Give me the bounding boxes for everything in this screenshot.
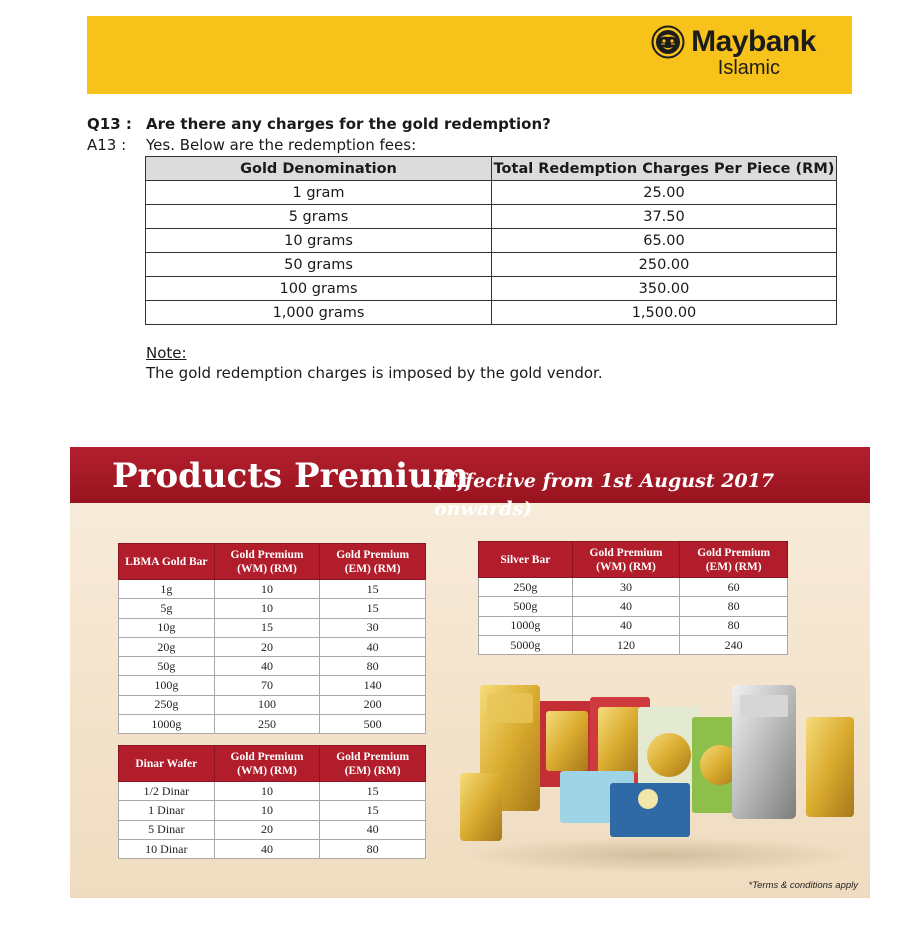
table-row — [119, 580, 426, 599]
column-header: Dinar Wafer — [119, 746, 215, 782]
denomination-cell: 1 gram — [146, 181, 492, 205]
answer-text: Yes. Below are the redemption fees: — [146, 136, 417, 154]
column-header: Gold Premium (WM) (RM) — [214, 544, 320, 580]
column-header: Total Redemption Charges Per Piece (RM) — [492, 157, 837, 181]
charge-cell: 25.00 — [492, 181, 837, 205]
table-row — [146, 181, 837, 205]
table-row — [479, 578, 788, 597]
column-header: Gold Premium (EM) (RM) — [680, 542, 788, 578]
table-row — [146, 229, 837, 253]
note-block — [146, 343, 603, 383]
product-cell: 100g — [119, 676, 215, 695]
product-cell: 1000g — [479, 616, 573, 635]
em-cell: 500 — [320, 715, 426, 734]
em-cell: 15 — [320, 580, 426, 599]
table-row — [119, 695, 426, 714]
table-row — [119, 618, 426, 637]
wm-cell: 250 — [214, 715, 320, 734]
product-cell: 50g — [119, 657, 215, 676]
em-cell: 15 — [320, 801, 426, 820]
denomination-cell: 10 grams — [146, 229, 492, 253]
wm-cell: 70 — [214, 676, 320, 695]
em-cell: 80 — [680, 616, 788, 635]
charge-cell: 1,500.00 — [492, 301, 837, 325]
table-row — [146, 205, 837, 229]
terms-note: *Terms & conditions apply — [748, 880, 858, 891]
table-header-row — [119, 746, 426, 782]
question-tag: Q13 : — [87, 115, 132, 133]
lbma-gold-bar-table — [118, 543, 426, 734]
wm-cell: 40 — [572, 597, 680, 616]
wm-cell: 120 — [572, 635, 680, 654]
em-cell: 80 — [320, 657, 426, 676]
product-cell: 1 Dinar — [119, 801, 215, 820]
em-cell: 30 — [320, 618, 426, 637]
table-row — [479, 616, 788, 635]
product-cell: 10g — [119, 618, 215, 637]
wm-cell: 20 — [214, 820, 320, 839]
product-cell: 10 Dinar — [119, 839, 215, 858]
dinar-wafer-table — [118, 745, 426, 859]
column-header: Gold Premium (WM) (RM) — [572, 542, 680, 578]
wm-cell: 10 — [214, 782, 320, 801]
wm-cell: 10 — [214, 580, 320, 599]
answer-tag: A13 : — [87, 136, 127, 154]
table-header-row — [479, 542, 788, 578]
denomination-cell: 1,000 grams — [146, 301, 492, 325]
em-cell: 200 — [320, 695, 426, 714]
product-cell: 5g — [119, 599, 215, 618]
products-premium-panel — [70, 447, 870, 898]
table-row — [119, 657, 426, 676]
charge-cell: 65.00 — [492, 229, 837, 253]
table-row — [119, 820, 426, 839]
table-row — [146, 301, 837, 325]
charge-cell: 37.50 — [492, 205, 837, 229]
product-cell: 5 Dinar — [119, 820, 215, 839]
maybank-logo — [651, 24, 816, 78]
table-header-row — [146, 157, 837, 181]
em-cell: 15 — [320, 782, 426, 801]
em-cell: 140 — [320, 676, 426, 695]
table-row — [119, 637, 426, 656]
wm-cell: 10 — [214, 599, 320, 618]
gold-silver-products-illustration — [460, 677, 862, 877]
wm-cell: 10 — [214, 801, 320, 820]
brand-subtitle: Islamic — [717, 57, 780, 79]
denomination-cell: 50 grams — [146, 253, 492, 277]
note-title: Note: — [146, 344, 187, 362]
table-row — [479, 597, 788, 616]
question-text: Are there any charges for the gold redemption? — [146, 115, 551, 133]
em-cell: 15 — [320, 599, 426, 618]
table-row — [146, 277, 837, 301]
denomination-cell: 100 grams — [146, 277, 492, 301]
wm-cell: 20 — [214, 637, 320, 656]
em-cell: 40 — [320, 637, 426, 656]
wm-cell: 40 — [214, 839, 320, 858]
em-cell: 60 — [680, 578, 788, 597]
table-row — [146, 253, 837, 277]
brand-name: Maybank — [691, 25, 816, 58]
column-header: Gold Premium (EM) (RM) — [320, 746, 426, 782]
faq-block — [87, 114, 551, 156]
premium-header-bar — [70, 447, 870, 520]
em-cell: 240 — [680, 635, 788, 654]
table-row — [119, 676, 426, 695]
premium-subtitle: (Effective from 1st August 2017 onwards) — [434, 470, 775, 520]
column-header: Gold Denomination — [146, 157, 492, 181]
tiger-head-icon — [651, 25, 685, 59]
silver-bar-table — [478, 541, 788, 655]
product-cell: 5000g — [479, 635, 573, 654]
em-cell: 80 — [680, 597, 788, 616]
table-row — [119, 839, 426, 858]
charge-cell: 250.00 — [492, 253, 837, 277]
table-row — [119, 599, 426, 618]
column-header: Gold Premium (EM) (RM) — [320, 544, 426, 580]
column-header: Gold Premium (WM) (RM) — [214, 746, 320, 782]
header-banner — [87, 16, 852, 94]
wm-cell: 40 — [214, 657, 320, 676]
wm-cell: 100 — [214, 695, 320, 714]
wm-cell: 30 — [572, 578, 680, 597]
em-cell: 40 — [320, 820, 426, 839]
product-cell: 1g — [119, 580, 215, 599]
product-cell: 250g — [479, 578, 573, 597]
product-cell: 1000g — [119, 715, 215, 734]
column-header: Silver Bar — [479, 542, 573, 578]
table-row — [119, 715, 426, 734]
table-row — [119, 782, 426, 801]
denomination-cell: 5 grams — [146, 205, 492, 229]
wm-cell: 40 — [572, 616, 680, 635]
wm-cell: 15 — [214, 618, 320, 637]
note-text: The gold redemption charges is imposed by the gold vendor. — [146, 364, 603, 382]
table-header-row — [119, 544, 426, 580]
charge-cell: 350.00 — [492, 277, 837, 301]
em-cell: 80 — [320, 839, 426, 858]
product-cell: 500g — [479, 597, 573, 616]
redemption-fees-table — [145, 156, 837, 325]
table-row — [479, 635, 788, 654]
table-row — [119, 801, 426, 820]
product-cell: 1/2 Dinar — [119, 782, 215, 801]
product-cell: 250g — [119, 695, 215, 714]
premium-title: Products Premium — [112, 456, 469, 496]
column-header: LBMA Gold Bar — [119, 544, 215, 580]
product-cell: 20g — [119, 637, 215, 656]
